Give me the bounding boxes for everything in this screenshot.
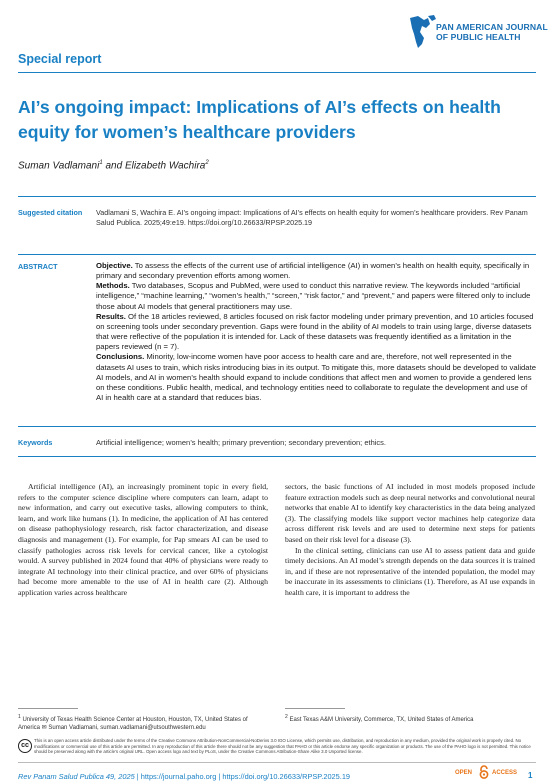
page-number: 1: [528, 771, 533, 780]
journal-name: [436, 22, 548, 42]
body-column-right: [285, 482, 535, 599]
abstract-conclusions: [96, 352, 536, 403]
article-title: AI’s ongoing impact: Implications of AI’s effects on health equity for women’s healthcare providers: [18, 97, 501, 142]
keywords-text: Artificial intelligence; women’s health; primary prevention; secondary prevention; ethics.: [96, 438, 387, 447]
abstract-results: [96, 312, 536, 353]
body-paragraph-3: In the clinical setting, clinicians can use AI to assess patient data and guide timely decisions. An AI model’s strength depends on the data sources it is trained in, and if these are not representative of the intended population, the model may be inaccurate in its assessments to clinicians (1). Therefore, as AI use expands in health care, it is important to address the: [285, 545, 535, 597]
keywords-top-divider: [18, 426, 536, 427]
footnote-2-num: 2: [285, 714, 288, 720]
results-heading: Results.: [96, 311, 126, 321]
body-column-left: [18, 482, 268, 599]
header-divider: [18, 72, 536, 73]
footnote-2: [285, 714, 535, 725]
footnote-1-num: 1: [18, 714, 21, 720]
body-paragraph-2: sectors, the basic functions of AI included in most models proposed include feature extraction models such as deep neural networks and convolutional neural networks that enable AI to identify key characteristics in the data being analyzed (3). The classifying models like support vector machines help categorize data across different risk levels and are used to determine next steps for patients based on their risk level for a disease (3).: [285, 482, 535, 544]
author-list: [18, 160, 209, 171]
body-paragraph-1: Artificial intelligence (AI), an increasingly prominent topic in every field, refers to the computer science discipline where computers can learn, adapt to new information, and carry out executive tasks, allowing computers to think, learn, and work like humans (1). In medicine, the application of AI has centered on disease pathophysiology research, risk factor characterization, and disease diagnosis and management (1). For example, for Pap smears AI can be used to classify pathologies across risk levels for cervical cancer, like a cytologist would. A survey published in 2024 found that 40% of physicians were ready to integrate AI technology into their clinical practice, and over 60% of physicians had become more amenable to the use of AI in health care (2). Although application varies across healthcare: [18, 482, 268, 597]
citation-text: Vadlamani S, Wachira E. AI’s ongoing impact: Implications of AI’s effects on health equity for women’s healthcare providers. Rev Panam Salud Publica. 2025;49:e19. https://doi.org/10.26633/RPSP.2025.19: [96, 208, 528, 227]
author-2-affil: 2: [205, 160, 209, 166]
author-1-affil: 1: [99, 160, 103, 166]
access-label: ACCESS: [492, 770, 518, 776]
objective-text: To assess the effects of the current use of artificial intelligence (AI) in women’s health on health equity, specifically in primary and secondary prevention efforts among women.: [96, 261, 530, 281]
journal-name-line1: PAN AMERICAN JOURNAL: [436, 22, 548, 32]
keywords-bottom-divider: [18, 456, 536, 457]
license-text: This is an open access article distributed under the terms of the Creative Commons Attribution-NonCommercial-NoDerivs 3.0 IGO License, which permits use, distribution, and reproduction in any medium, provided the original work is properly cited. No modifications or commercial use of this article are permitted. In any reproduction of this article there should not be any suggestion that PAHO or this article endorse any specific organization or products. The use of the PAHO logo is not permitted. This notice should be preserved along with the article’s original URL. Open access logo and text by PLoS, under the Creative Commons Attribution-Share Alike 3.0 Unported license.: [34, 738, 531, 755]
section-label: Special report: [18, 52, 102, 66]
abstract-body: [96, 261, 536, 403]
open-label: OPEN: [455, 770, 473, 776]
keywords-label: Keywords: [18, 438, 53, 447]
author-and: and: [102, 160, 125, 172]
objective-heading: Objective.: [96, 261, 133, 270]
footnote-2-text: East Texas A&M University, Commerce, TX, United States of America: [289, 717, 474, 723]
abstract-methods: [96, 281, 536, 311]
abstract-top-divider: [18, 254, 536, 255]
open-access-icon: [478, 765, 490, 779]
footnote-1: [18, 714, 268, 733]
results-text: Of the 18 articles reviewed, 8 articles focused on risk factor modeling under primary prevention, and 10 articles focused on screening tools under secondary prevention. Gaps were found in the ability of AI models to train using large, diverse datasets that were reflective of the population it is intended for. Lack of these datasets was frequently identified as a limitation in the papers reviewed (n = 7).: [96, 311, 534, 352]
footnote-1-text: University of Texas Health Science Center at Houston, Houston, TX, United States of America ✉ Suman Vadlamani, suman.vadlamani@utsouthwestern.edu: [18, 717, 248, 731]
footer-journal: Rev Panam Salud Publica 49, 2025: [18, 772, 135, 781]
footnote-divider-left: [18, 708, 78, 709]
footer-journal-link[interactable]: https://journal.paho.org: [140, 772, 217, 781]
journal-name-line2: OF PUBLIC HEALTH: [436, 32, 521, 42]
methods-text: Two databases, Scopus and PubMed, were used to conduct this narrative review. The keywords included “artificial intelligence,” “machine learning,” “women’s health,” “screen,” “risk factor,” and “prevent,” and papers were filtered only to include those about AI models that general practitioners may use.: [96, 281, 531, 311]
footer-sep-2: |: [218, 772, 221, 781]
author-2: Elizabeth Wachira: [124, 160, 206, 172]
footer-doi-link[interactable]: https://doi.org/10.26633/RPSP.2025.19: [222, 772, 351, 781]
creative-commons-icon: cc: [18, 739, 32, 753]
methods-heading: Methods.: [96, 281, 130, 291]
footer-divider: [18, 762, 536, 763]
footer-sep-1: |: [136, 772, 139, 781]
author-1: Suman Vadlamani: [18, 160, 100, 172]
conclusions-text: Minority, low-income women have poor access to health care and are, therefore, not well represented in the datasets AI uses to train, which risks introducing bias in its output. To mitigate this, more datasets should be developed to validate AI models, and AI in women’s health should expand to include conditions that affect men and women to provide a gendered lens on these conditions. Public health, medical, and technology entities need to collaborate to regulate the development and use of AI in health care at a standard that reduces bias.: [96, 352, 536, 403]
abstract-label: ABSTRACT: [18, 262, 58, 271]
abstract-objective: [96, 261, 536, 281]
footnote-divider-right: [285, 708, 345, 709]
citation-top-divider: [18, 196, 536, 197]
citation-label: Suggested citation: [18, 208, 83, 217]
conclusions-heading: Conclusions.: [96, 352, 145, 362]
